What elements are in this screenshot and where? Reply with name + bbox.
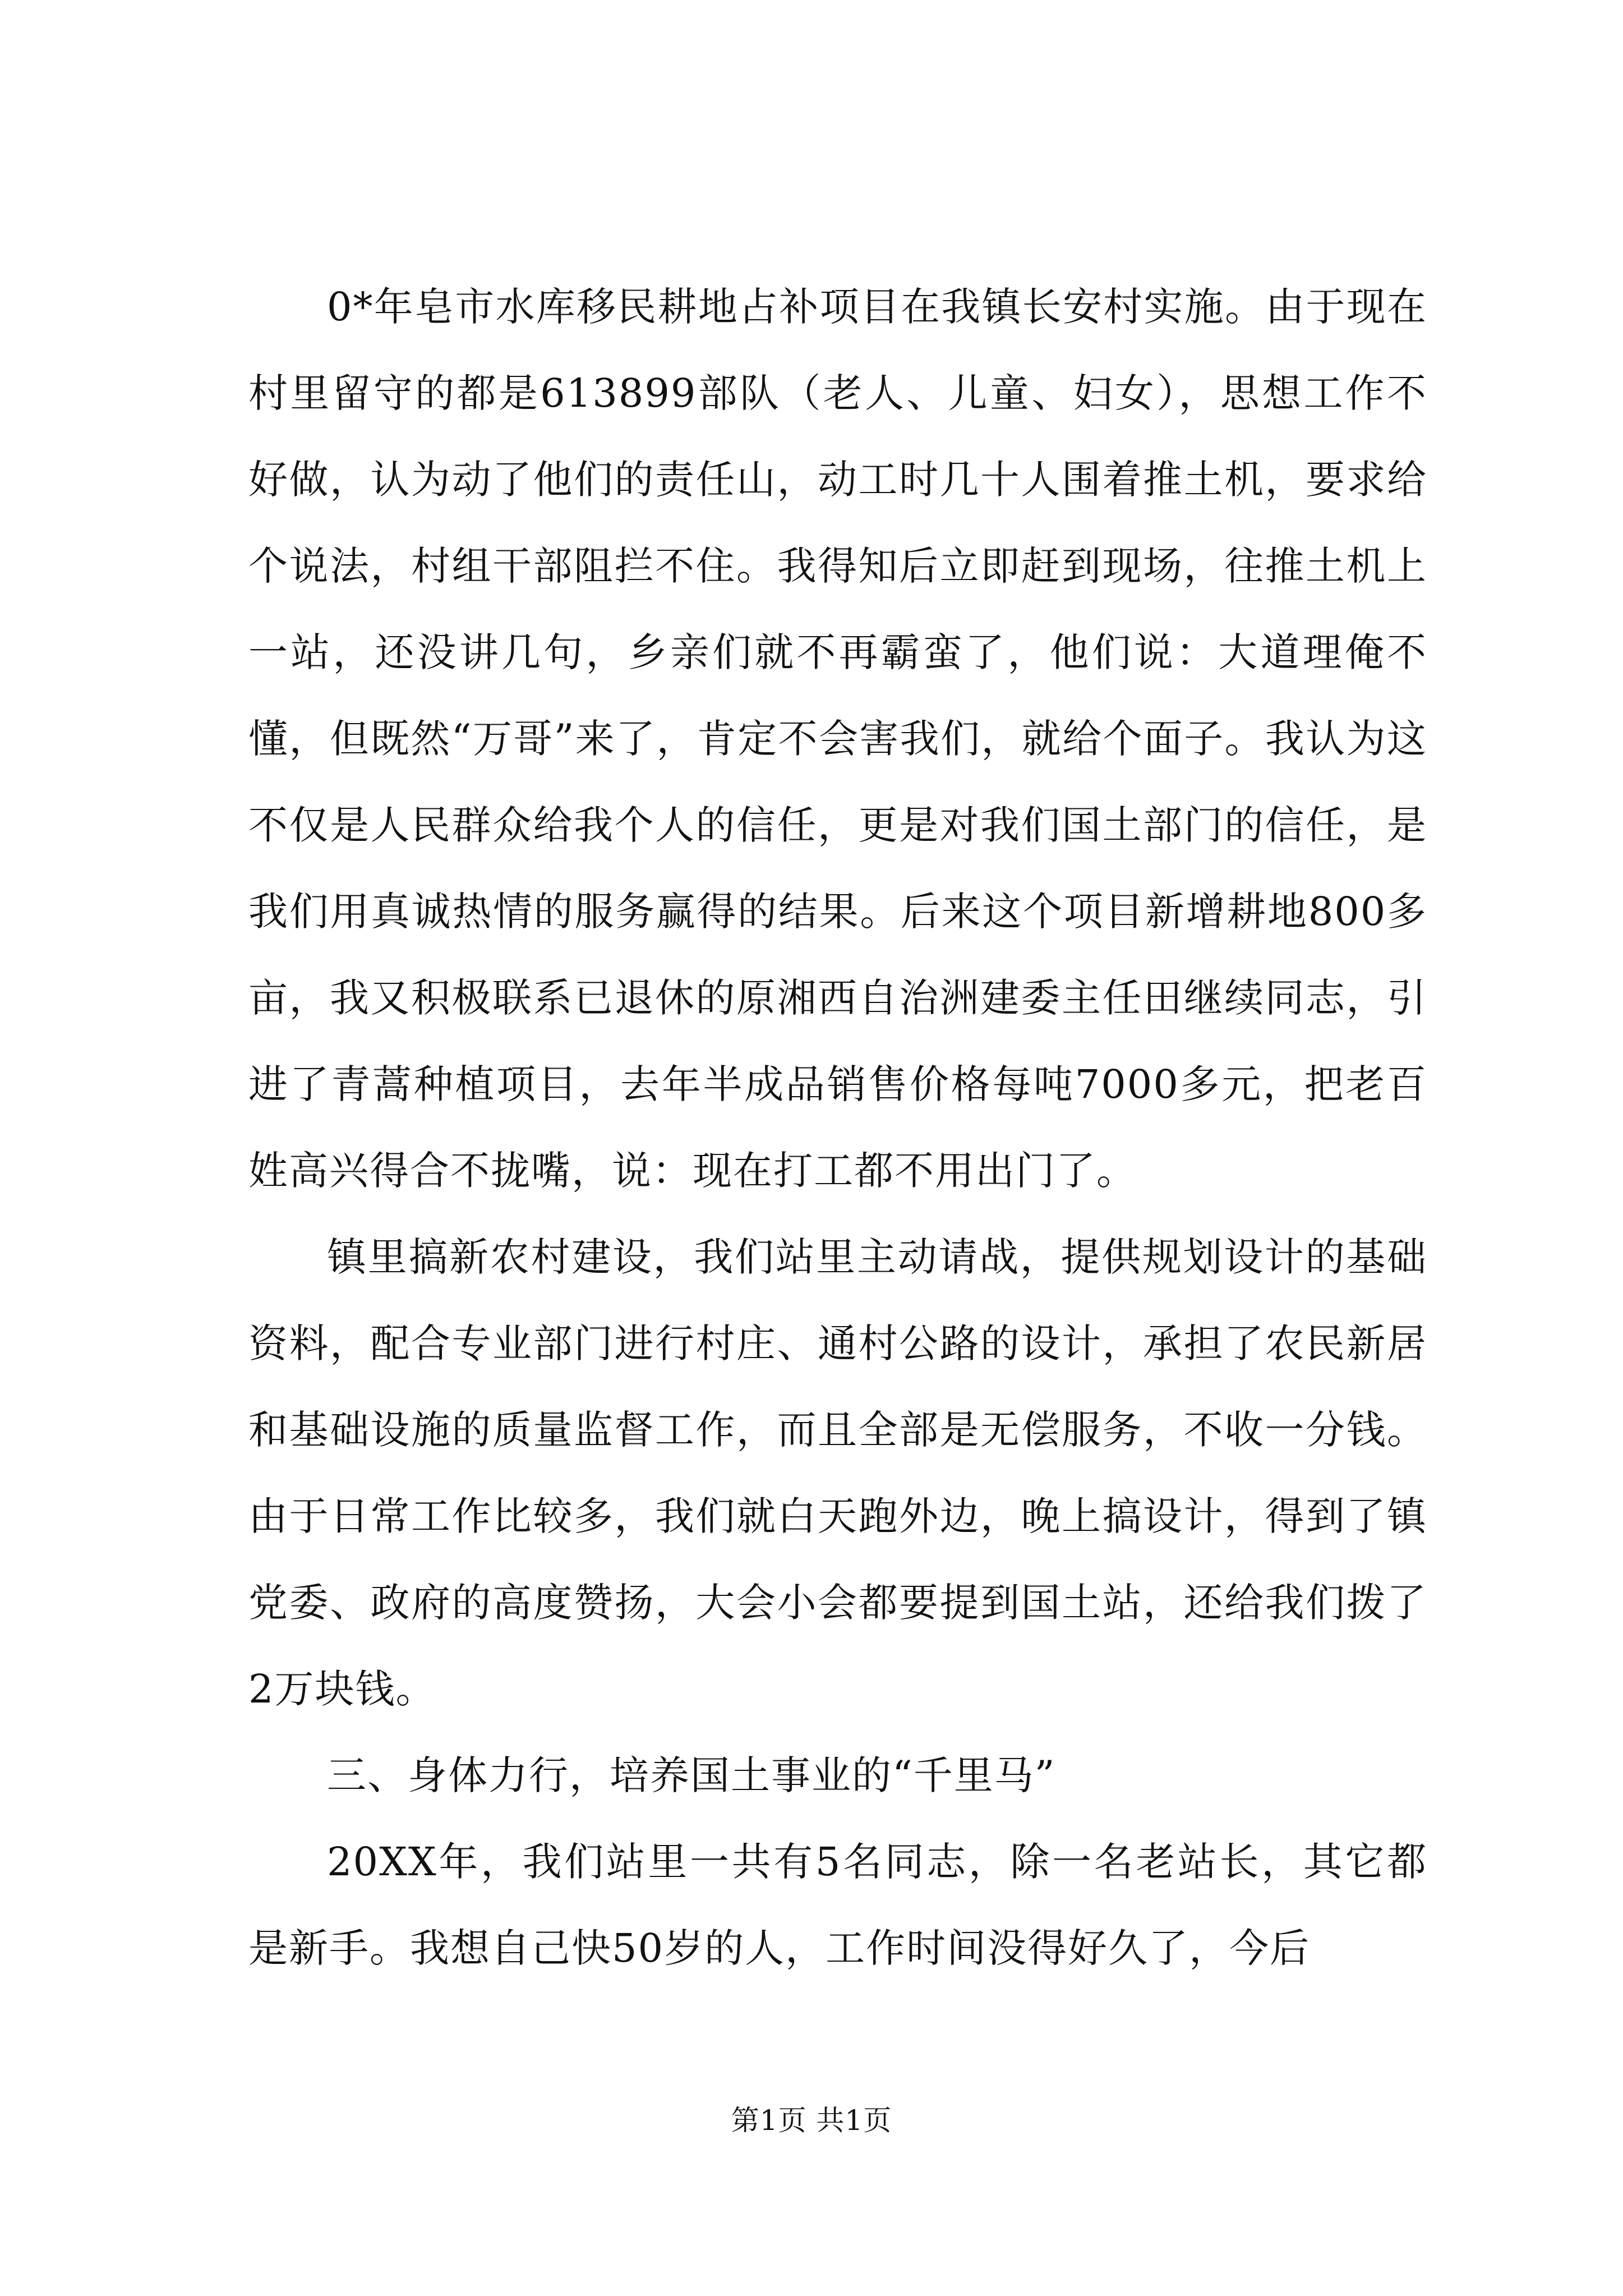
section-heading: 三、身体力行，培养国土事业的“千里马” [327, 1752, 1056, 1798]
paragraph-2: 镇里搞新农村建设，我们站里主动请战，提供规划设计的基础资料，配合专业部门进行村庄、通村公路的设计，承担了农民新居和基础设施的质量监督工作，而且全部是无偿服务，不收一分钱。由于日常工作比较多，我们就白天跑外边，晚上搞设计，得到了镇党委、政府的高度赞扬，大会小会都要提到国土站，还给我们拨了2万块钱。 [248, 1234, 1427, 1712]
page-footer: 第1页 共1页 [731, 2104, 892, 2137]
document-body [248, 264, 1427, 1991]
paragraph-1: 0*年皂市水库移民耕地占补项目在我镇长安村实施。由于现在村里留守的都是613899部队（老人、儿童、妇女），思想工作不好做，认为动了他们的责任山，动工时几十人围着推土机，要求给个说法，村组干部阻拦不住。我得知后立即赶到现场，往推土机上一站，还没讲几句，乡亲们就不再霸蛮了，他们说：大道理俺不懂，但既然“万哥”来了，肯定不会害我们，就给个面子。我认为这不仅是人民群众给我个人的信任，更是对我们国土部门的信任，是我们用真诚热情的服务赢得的结果。后来这个项目新增耕地800多亩，我又积极联系已退休的原湘西自治洲建委主任田继续同志，引进了青蒿种植项目，去年半成品销售价格每吨7000多元，把老百姓高兴得合不拢嘴，说：现在打工都不用出门了。 [248, 284, 1427, 1194]
paragraph-3: 20XX年，我们站里一共有5名同志，除一名老站长，其它都是新手。我想自己快50岁的人，工作时间没得好久了，今后 [248, 1839, 1427, 1971]
